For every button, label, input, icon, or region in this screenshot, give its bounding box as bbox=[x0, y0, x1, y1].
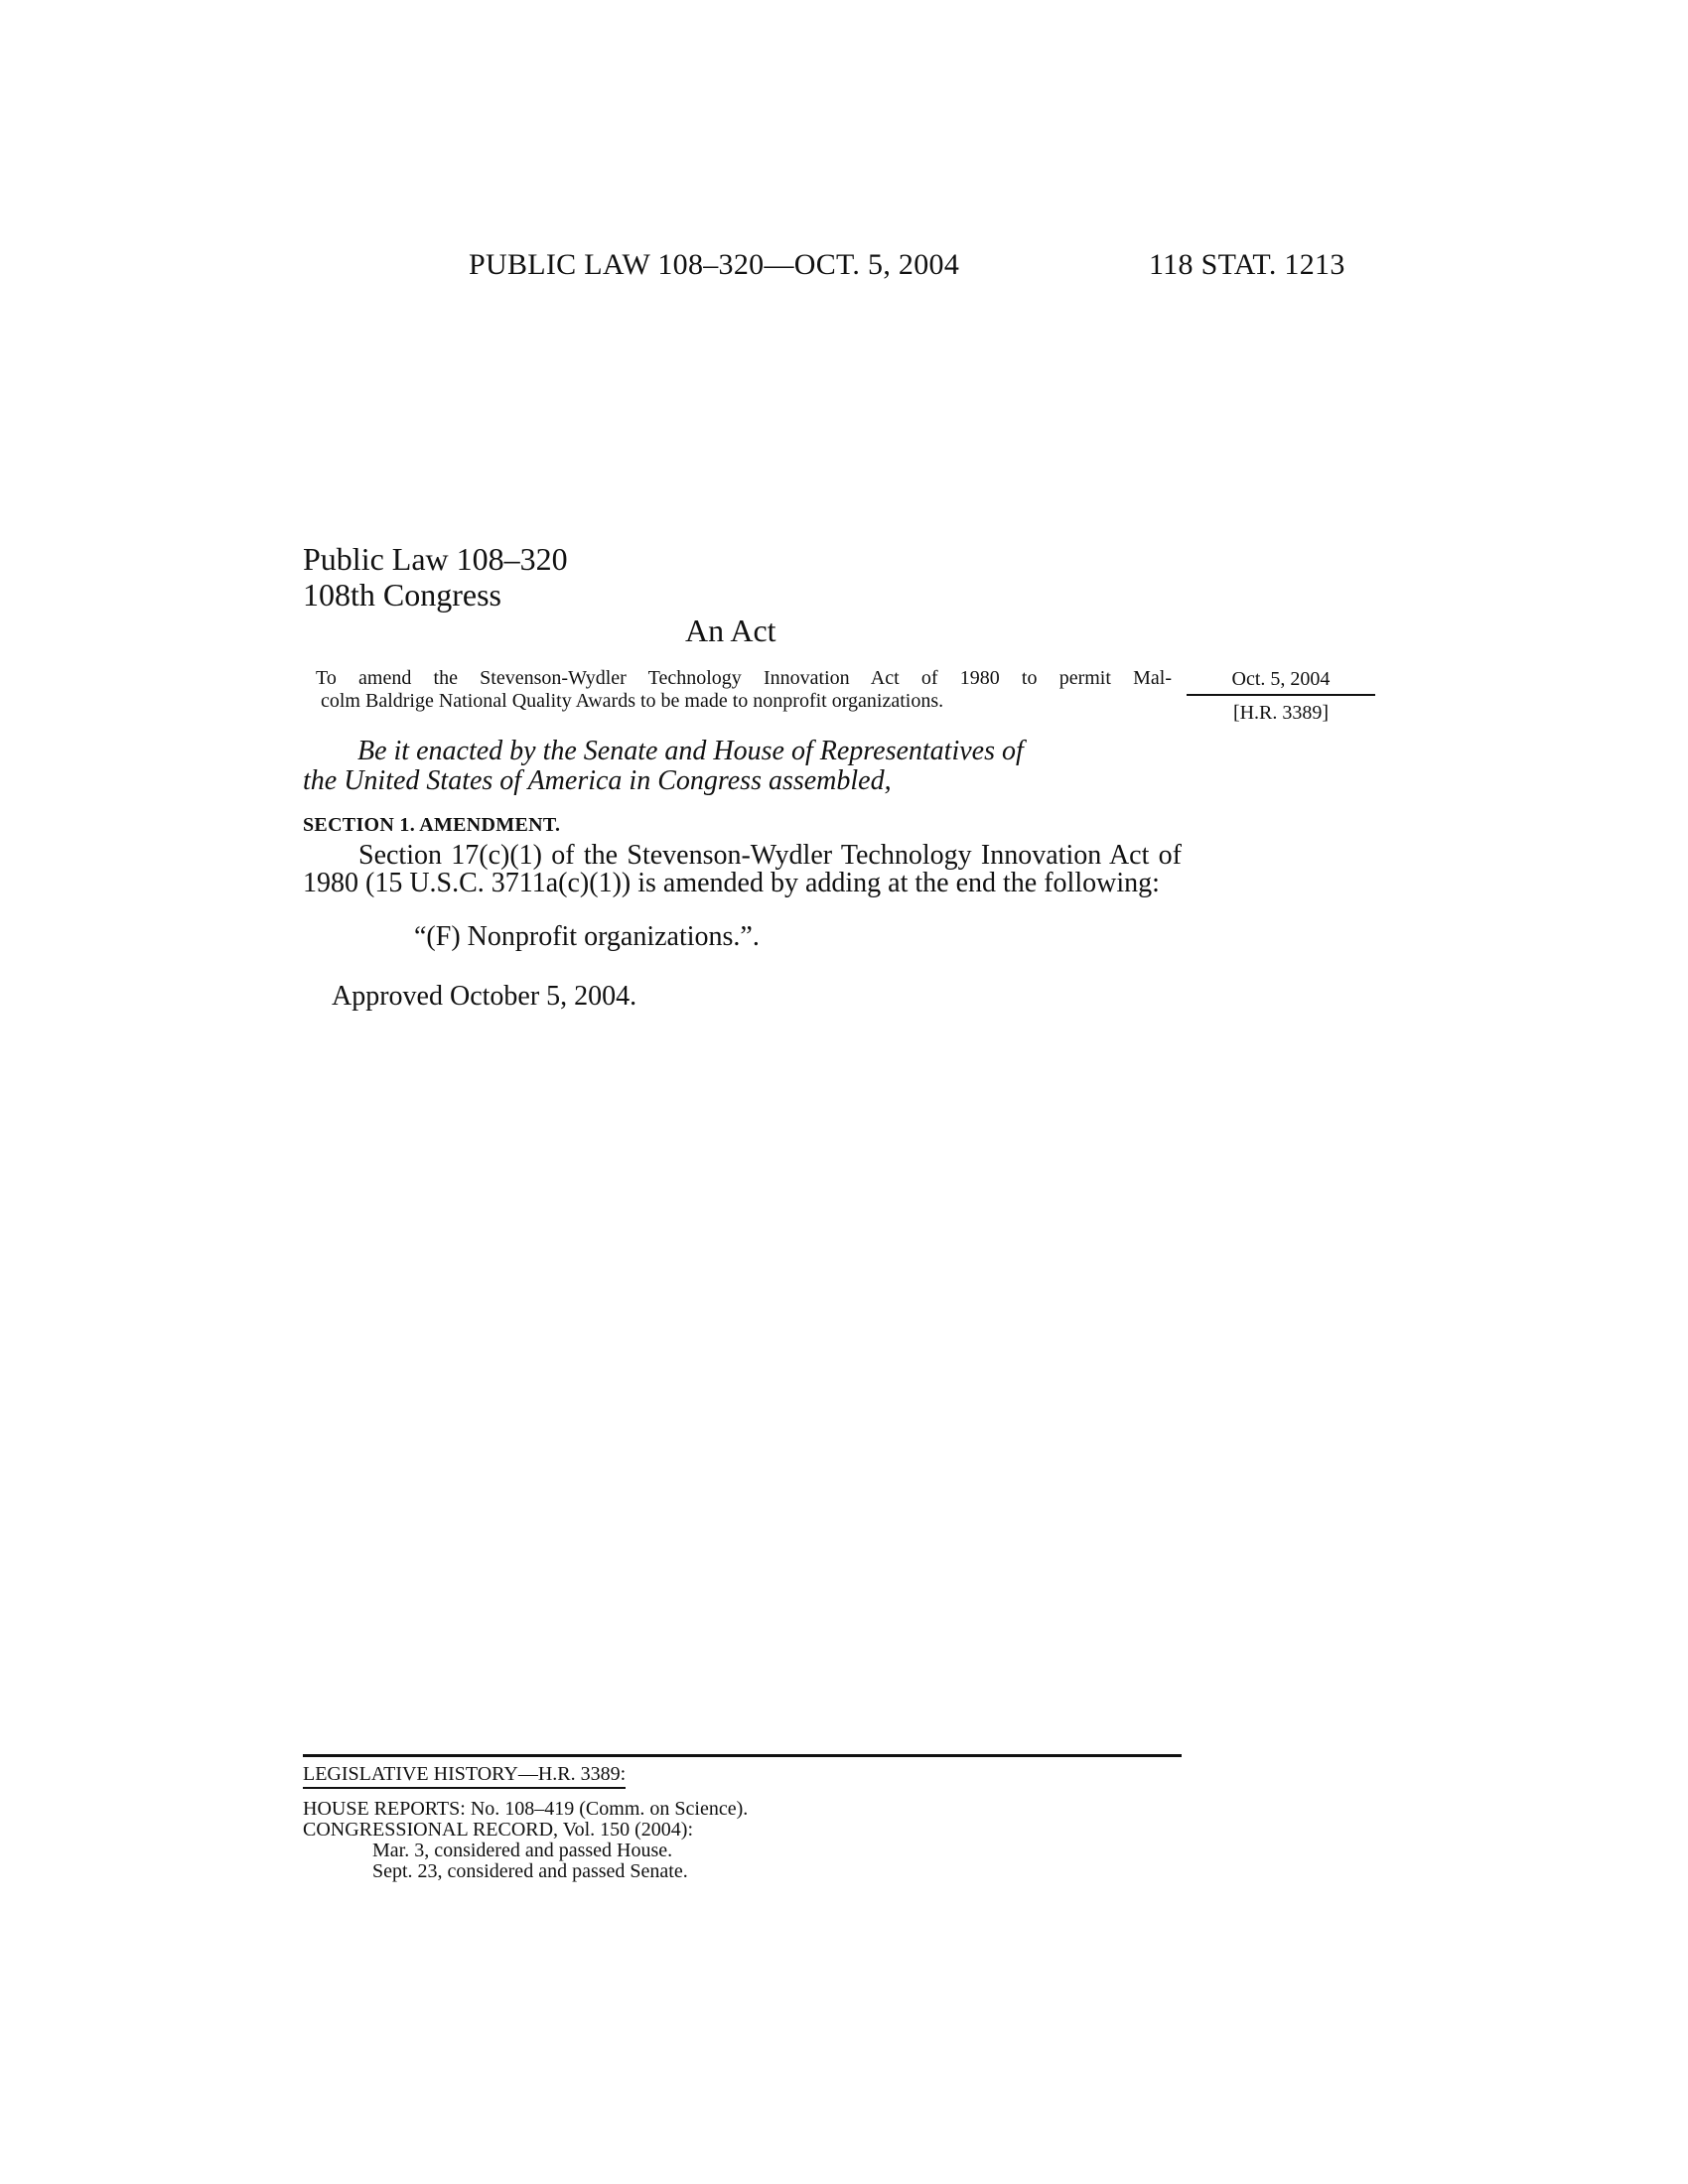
history-entry: Mar. 3, considered and passed House. bbox=[372, 1840, 673, 1861]
history-entry: Sept. 23, considered and passed Senate. bbox=[372, 1860, 688, 1882]
an-act-label: An Act bbox=[685, 613, 776, 648]
running-title: PUBLIC LAW 108–320—OCT. 5, 2004 bbox=[469, 248, 960, 281]
section-body: Section 17(c)(1) of the Stevenson-Wydler Technology Innovation Act of 1980 (15 U.S.C. 3711a(c)(1)) is amended by adding at the end the following: bbox=[303, 840, 1182, 898]
enacting-line-2: the United States of America in Congress assembled, bbox=[303, 765, 892, 796]
inserted-text: “(F) Nonprofit organizations.”. bbox=[414, 921, 760, 952]
enacting-line-1: Be it enacted by the Senate and House of Representatives of bbox=[357, 736, 1024, 766]
purpose-line-1: To amend the Stevenson-Wydler Technology Innovation Act of 1980 to permit Mal- bbox=[316, 667, 1172, 689]
purpose-line-2: colm Baldrige National Quality Awards to be made to nonprofit organizations. bbox=[321, 690, 944, 712]
congressional-record-line: CONGRESSIONAL RECORD, Vol. 150 (2004): bbox=[303, 1819, 693, 1841]
congress-number: 108th Congress bbox=[303, 577, 501, 613]
statute-citation: 118 STAT. 1213 bbox=[1149, 248, 1345, 281]
enacting-clause bbox=[303, 737, 1182, 796]
approval-line: Approved October 5, 2004. bbox=[332, 981, 637, 1012]
purpose-statement bbox=[316, 667, 1172, 713]
law-title-block bbox=[303, 541, 568, 613]
legislative-history-heading: LEGISLATIVE HISTORY—H.R. 3389: bbox=[303, 1763, 626, 1789]
enactment-date: Oct. 5, 2004 bbox=[1187, 667, 1375, 696]
public-law-number: Public Law 108–320 bbox=[303, 541, 568, 577]
margin-note bbox=[1187, 667, 1375, 725]
bill-number: [H.R. 3389] bbox=[1232, 702, 1330, 724]
footnote-divider bbox=[303, 1754, 1182, 1757]
house-reports-line: HOUSE REPORTS: No. 108–419 (Comm. on Science). bbox=[303, 1798, 749, 1820]
section-heading: SECTION 1. AMENDMENT. bbox=[303, 814, 561, 836]
